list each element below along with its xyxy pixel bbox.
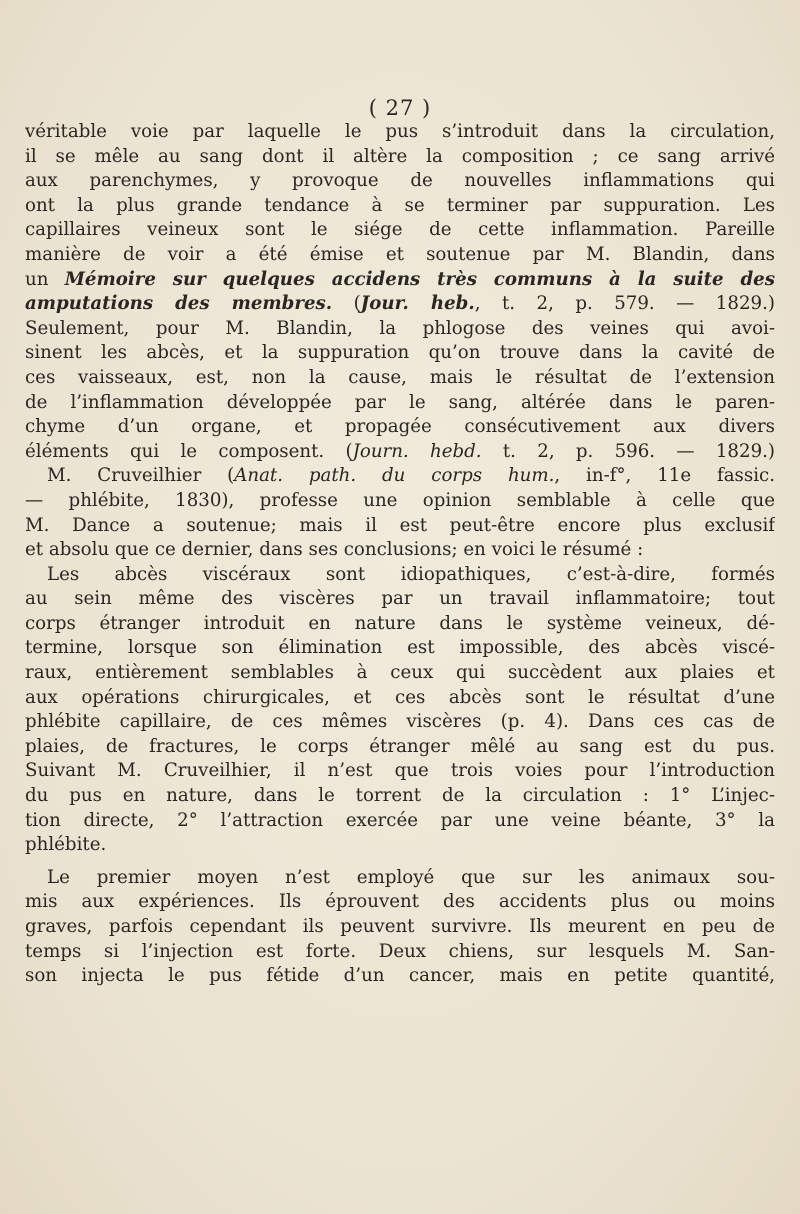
text-segment: ces vaisseaux, est, non la cause, mais le résultat de l’extension <box>25 366 775 388</box>
text-segment: , t. 2, p. 579. — 1829.) <box>474 293 775 315</box>
text-line <box>25 686 775 711</box>
text-line <box>25 415 775 440</box>
text-line <box>25 341 775 366</box>
text-line <box>25 587 775 612</box>
text-segment: mis aux expériences. Ils éprouvent des accidents plus ou moins <box>25 891 775 913</box>
text-segment: corps étranger introduit en nature dans le système veineux, dé- <box>25 612 775 634</box>
text-line <box>25 366 775 391</box>
text-line <box>25 243 775 268</box>
italic-citation: Journ. hebd. <box>352 440 482 462</box>
text-segment: ont la plus grande tendance à se terminer par suppuration. Les <box>25 194 775 216</box>
text-line <box>25 194 775 219</box>
text-segment: phlébite. <box>25 834 107 856</box>
text-segment: de l’inflammation développée par le sang, altérée dans le paren- <box>25 391 775 413</box>
italic-citation: Mémoire sur quelques accidens très communs à la suite des <box>64 268 775 290</box>
text-line <box>25 915 775 940</box>
page-body-text <box>25 120 775 989</box>
text-segment: véritable voie par laquelle le pus s’introduit dans la circulation, <box>25 121 775 142</box>
text-segment: au sein même des viscères par un travail inflammatoire; tout <box>25 588 775 610</box>
text-segment: et absolu que ce dernier, dans ses conclusions; en voici le résumé : <box>25 539 644 561</box>
text-line <box>25 292 775 317</box>
text-segment: tion directe, 2° l’attraction exercée par une veine béante, 3° la <box>25 809 775 831</box>
text-line <box>25 489 775 514</box>
text-segment: capillaires veineux sont le siége de cette inflammation. Pareille <box>25 219 775 241</box>
text-line <box>25 612 775 637</box>
text-line <box>25 890 775 915</box>
text-line <box>25 833 775 858</box>
text-line <box>25 514 775 539</box>
text-segment: termine, lorsque son élimination est impossible, des abcès viscé- <box>25 637 775 659</box>
text-line <box>25 464 775 489</box>
page-number: ( 27 ) <box>368 96 432 120</box>
italic-citation: Anat. path. du corps hum. <box>234 465 555 487</box>
text-segment: du pus en nature, dans le torrent de la circulation : 1° L’injec- <box>25 785 775 807</box>
text-line <box>25 809 775 834</box>
text-segment: ( <box>332 293 361 315</box>
text-line <box>25 268 775 293</box>
text-line <box>25 145 775 170</box>
text-line <box>25 563 775 588</box>
text-segment: raux, entièrement semblables à ceux qui succèdent aux plaies et <box>25 662 775 684</box>
text-segment: Seulement, pour M. Blandin, la phlogose des veines qui avoi- <box>25 317 775 339</box>
text-segment: Le premier moyen n’est employé que sur les animaux sou- <box>47 866 775 888</box>
text-line <box>25 784 775 809</box>
text-segment: Suivant M. Cruveilhier, il n’est que trois voies pour l’introduction <box>25 760 775 782</box>
text-line <box>25 866 775 891</box>
text-line <box>25 391 775 416</box>
italic-citation: amputations des membres. <box>25 293 333 315</box>
text-line <box>25 169 775 194</box>
text-segment: sinent les abcès, et la suppuration qu’on trouve dans la cavité de <box>25 342 775 364</box>
text-segment: Les abcès viscéraux sont idiopathiques, c’est-à-dire, formés <box>47 563 775 585</box>
text-line <box>25 661 775 686</box>
text-line <box>25 710 775 735</box>
text-segment: — phlébite, 1830), professe une opinion semblable à celle que <box>25 489 775 511</box>
text-segment: , in-f°, 11e fassic. <box>554 465 775 487</box>
text-segment: M. Dance a soutenue; mais il est peut-être encore plus exclusif <box>25 514 775 536</box>
italic-citation: Jour. heb. <box>360 293 475 315</box>
text-segment: éléments qui le composent. ( <box>25 440 353 462</box>
text-line <box>25 440 775 465</box>
text-segment: phlébite capillaire, de ces mêmes viscères (p. 4). Dans ces cas de <box>25 711 775 733</box>
text-line <box>25 735 775 760</box>
text-line <box>25 218 775 243</box>
text-segment: son injecta le pus fétide d’un cancer, mais en petite quantité, <box>25 965 775 987</box>
text-segment: graves, parfois cependant ils peuvent survivre. Ils meurent en peu de <box>25 916 775 937</box>
text-line <box>25 940 775 965</box>
text-segment: aux opérations chirurgicales, et ces abcès sont le résultat d’une <box>25 686 775 708</box>
text-line <box>25 636 775 661</box>
text-line <box>25 317 775 342</box>
text-line <box>25 964 775 989</box>
paragraph-gap <box>25 858 775 866</box>
text-segment: il se mêle au sang dont il altère la composition ; ce sang arrivé <box>25 145 775 167</box>
text-line <box>25 120 775 145</box>
text-segment: t. 2, p. 596. — 1829.) <box>481 440 775 462</box>
text-line <box>25 759 775 784</box>
text-segment: un <box>25 268 65 290</box>
text-segment: M. Cruveilhier ( <box>47 465 235 487</box>
text-segment: aux parenchymes, y provoque de nouvelles inflammations qui <box>25 170 775 192</box>
text-segment: plaies, de fractures, le corps étranger mêlé au sang est du pus. <box>25 735 775 757</box>
text-segment: manière de voir a été émise et soutenue par M. Blandin, dans <box>25 243 775 265</box>
text-segment: chyme d’un organe, et propagée consécutivement aux divers <box>25 416 775 438</box>
text-line <box>25 538 775 563</box>
text-segment: temps si l’injection est forte. Deux chiens, sur lesquels M. San- <box>25 940 775 962</box>
